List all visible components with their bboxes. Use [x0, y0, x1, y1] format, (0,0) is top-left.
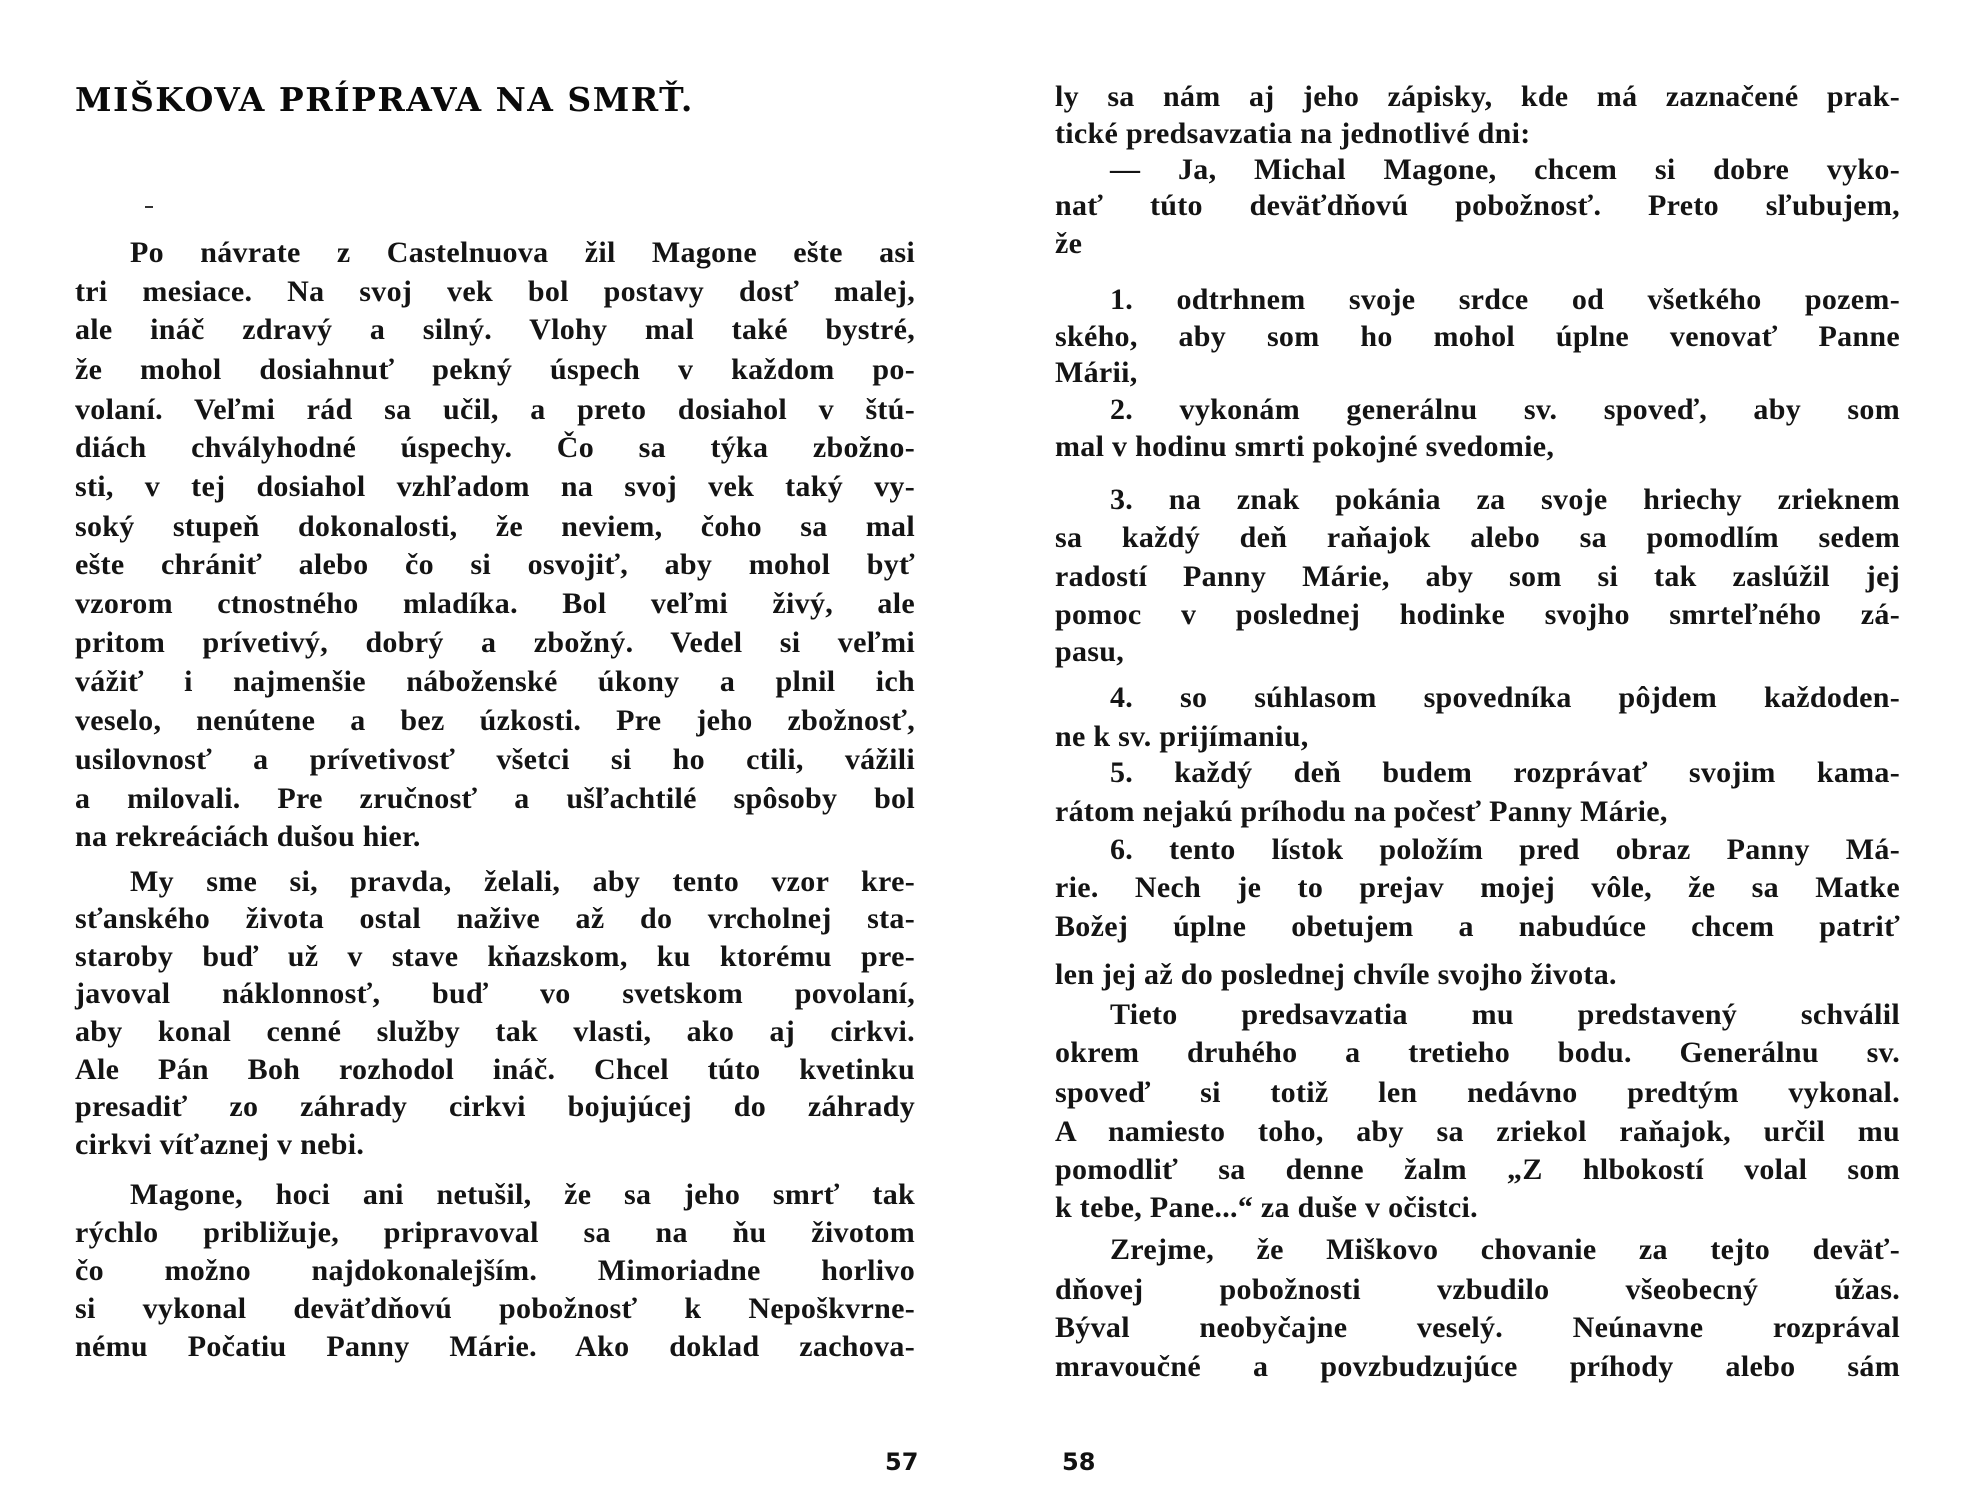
text-line: tické predsavzatia na jednotlivé dni: [1055, 117, 1531, 150]
text-line: Ale Pán Boh rozhodol ináč. Chcel túto kvetinku [75, 1053, 915, 1086]
text-line: Božej úplne obetujem a nabudúce chcem patriť [1055, 910, 1900, 943]
text-line: sťanského života ostal nažive až do vrcholnej sta- [75, 902, 915, 935]
text-line: vzorom ctnostného mladíka. Bol veľmi živý, ale [75, 587, 915, 620]
text-line: aby konal cenné služby tak vlasti, ako aj cirkvi. [75, 1015, 915, 1048]
text-line: ského, aby som ho mohol úplne venovať Panne [1055, 320, 1900, 353]
text-line: ešte chrániť alebo čo si osvojiť, aby mohol byť [75, 548, 915, 581]
text-line: 5. každý deň budem rozprávať svojim kama- [1110, 756, 1900, 789]
text-line: 4. so súhlasom spovedníka pôjdem každoden- [1110, 681, 1900, 714]
text-line: rie. Nech je to prejav mojej vôle, že sa Matke [1055, 871, 1900, 904]
page-number-left: 57 [885, 1448, 919, 1476]
right-page [985, 0, 1970, 1500]
text-line: usilovnosť a prívetivosť všetci si ho ctili, vážili [75, 743, 915, 776]
chapter-title: MIŠKOVA PRÍPRAVA NA SMRŤ. [75, 80, 694, 119]
text-line: ale ináč zdravý a silný. Vlohy mal také bystré, [75, 313, 915, 346]
text-line: rátom nejakú príhodu na počesť Panny Márie, [1055, 795, 1668, 828]
text-line: Zrejme, že Miškovo chovanie za tejto deväť- [1110, 1233, 1900, 1266]
text-line: cirkvi víťaznej v nebi. [75, 1128, 365, 1161]
text-line: rýchlo približuje, pripravoval sa na ňu životom [75, 1216, 915, 1249]
text-line: volaní. Veľmi rád sa učil, a preto dosiahol v štú- [75, 393, 915, 426]
text-line: Po návrate z Castelnuova žil Magone ešte asi [130, 236, 915, 269]
text-line: k tebe, Pane...“ za duše v očistci. [1055, 1191, 1478, 1224]
text-line: 1. odtrhnem svoje srdce od všetkého pozem- [1110, 283, 1900, 316]
text-line: sti, v tej dosiahol vzhľadom na svoj vek taký vy- [75, 470, 915, 503]
text-line: že [1055, 227, 1083, 260]
text-line: 3. na znak pokánia za svoje hriechy zrieknem [1110, 483, 1900, 516]
text-line: — Ja, Michal Magone, chcem si dobre vyko- [1110, 153, 1900, 186]
text-line: spoveď si totiž len nedávno predtým vykonal. [1055, 1076, 1900, 1109]
text-line: radostí Panny Márie, aby som si tak zaslúžil jej [1055, 560, 1900, 593]
scan-speck [145, 206, 153, 208]
text-line: dňovej pobožnosti vzbudilo všeobecný úžas. [1055, 1273, 1900, 1306]
text-line: čo možno najdokonalejším. Mimoriadne horlivo [75, 1254, 915, 1287]
text-line: ly sa nám aj jeho zápisky, kde má zaznačené prak- [1055, 80, 1900, 113]
text-line: soký stupeň dokonalosti, že neviem, čoho sa mal [75, 510, 915, 543]
text-line: okrem druhého a tretieho bodu. Generálnu sv. [1055, 1036, 1900, 1069]
text-line: Magone, hoci ani netušil, že sa jeho smrť tak [130, 1178, 915, 1211]
text-line: vážiť i najmenšie náboženské úkony a plnil ich [75, 665, 915, 698]
text-line: My sme si, pravda, želali, aby tento vzor kre- [130, 865, 915, 898]
text-line: pomoc v poslednej hodinke svojho smrteľného zá- [1055, 598, 1900, 631]
text-line: že mohol dosiahnuť pekný úspech v každom po- [75, 353, 915, 386]
text-line: diách chvályhodné úspechy. Čo sa týka zbožno- [75, 431, 915, 464]
text-line: javoval náklonnosť, buď vo svetskom povolaní, [75, 977, 915, 1010]
text-line: pritom prívetivý, dobrý a zbožný. Vedel si veľmi [75, 626, 915, 659]
text-line: nému Počatiu Panny Márie. Ako doklad zachova- [75, 1330, 915, 1363]
text-line: Býval neobyčajne veselý. Neúnavne rozprával [1055, 1311, 1900, 1344]
text-line: Tieto predsavzatia mu predstavený schválil [1110, 998, 1900, 1031]
text-line: mravoučné a povzbudzujúce príhody alebo sám [1055, 1350, 1900, 1383]
text-line: a milovali. Pre zručnosť a ušľachtilé spôsoby bol [75, 782, 915, 815]
text-line: Márii, [1055, 356, 1138, 389]
text-line: ne k sv. prijímaniu, [1055, 720, 1309, 753]
text-line: 2. vykonám generálnu sv. spoveď, aby som [1110, 393, 1900, 426]
text-line: si vykonal deväťdňovú pobožnosť k Nepoškvrne- [75, 1292, 915, 1325]
text-line: staroby buď už v stave kňazskom, ku ktorému pre- [75, 940, 915, 973]
text-line: mal v hodinu smrti pokojné svedomie, [1055, 430, 1555, 463]
text-line: nať túto deväťdňovú pobožnosť. Preto sľubujem, [1055, 189, 1900, 222]
text-line: presadiť zo záhrady cirkvi bojujúcej do záhrady [75, 1090, 915, 1123]
text-line: sa každý deň raňajok alebo sa pomodlím sedem [1055, 521, 1900, 554]
text-line: A namiesto toho, aby sa zriekol raňajok, určil mu [1055, 1115, 1900, 1148]
text-line: veselo, nenútene a bez úzkosti. Pre jeho zbožnosť, [75, 704, 915, 737]
text-line: 6. tento lístok položím pred obraz Panny Má- [1110, 833, 1900, 866]
page-number-right: 58 [1062, 1448, 1096, 1476]
text-line: pasu, [1055, 635, 1125, 668]
text-line: pomodliť sa denne žalm „Z hlbokostí volal som [1055, 1153, 1900, 1186]
text-line: na rekreáciách dušou hier. [75, 820, 421, 853]
text-line: len jej až do poslednej chvíle svojho života. [1055, 958, 1617, 991]
text-line: tri mesiace. Na svoj vek bol postavy dosť malej, [75, 275, 915, 308]
